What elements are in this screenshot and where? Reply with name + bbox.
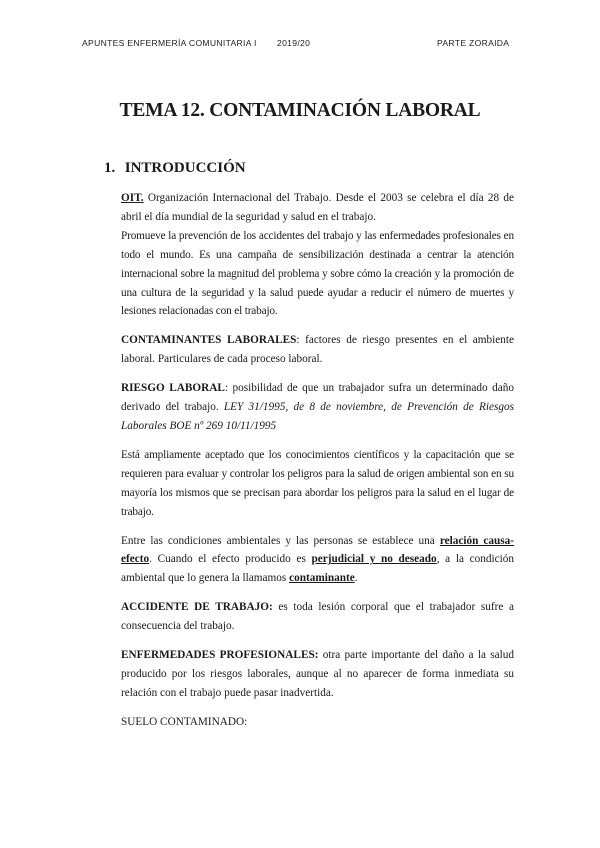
paragraph-accidente <box>121 598 514 636</box>
term-perjudicial: perjudicial y no deseado <box>311 553 437 566</box>
paragraph-condiciones <box>121 532 514 589</box>
paragraph-accidente-text: es toda lesión corporal que el trabajador sufre a consecuencia del trabajo. <box>121 601 514 633</box>
condiciones-part4: . <box>354 572 358 585</box>
term-riesgo: RIESGO LABORAL <box>121 382 225 395</box>
paragraph-promueve: Promueve la prevención de los accidentes del trabajo y las enfermedades profesionales en todo el mundo. Es una campaña de sensibilización destinada a centrar la atención internacional sobre la magnitud del problema y sobre cómo la creación y la promoción de una cultura de la seguridad y la salud puede ayudar a reducir el número de muertes y lesiones relacionadas con el trabajo. <box>121 229 514 318</box>
header-year: 2019/20 <box>277 38 311 48</box>
term-contaminantes: CONTAMINANTES LABORALES <box>121 334 297 347</box>
term-enfermedades: ENFERMEDADES PROFESIONALES: <box>121 649 319 662</box>
condiciones-part3: , a la condición ambiental que lo genera la llamamos <box>121 553 514 585</box>
section-title: INTRODUCCIÓN <box>124 160 246 176</box>
paragraph-contaminantes <box>121 331 514 369</box>
document-body <box>121 189 514 732</box>
law-reference: LEY 31/1995, de 8 de noviembre, de Prevención de Riesgos Laborales BOE nº 269 10/11/1995 <box>121 401 514 432</box>
condiciones-part2: . Cuando el efecto producido es <box>149 553 312 566</box>
paragraph-suelo: SUELO CONTAMINADO: <box>121 715 248 728</box>
document-title: TEMA 12. CONTAMINACIÓN LABORAL <box>119 100 481 121</box>
condiciones-part1: Entre las condiciones ambientales y las personas se establece una <box>121 534 440 547</box>
paragraph-contaminantes-text: : factores de riesgo presentes en el ambiente laboral. Particulares de cada proceso laboral. <box>121 334 514 366</box>
paragraph-riesgo <box>121 379 514 436</box>
term-contaminante: contaminante <box>289 572 355 585</box>
paragraph-enfermedades-text: otra parte importante del daño a la salud producido por los riesgos laborales, aunque al no aparecer de forma inmediata su relación con el trabajo puede pasar inadvertida. <box>121 649 514 699</box>
header-course: APUNTES ENFERMERÍA COMUNITARIA I <box>82 38 257 48</box>
section-number: 1. <box>104 160 116 176</box>
term-relacion-causa-efecto: relación causa-efecto <box>121 534 514 566</box>
paragraph-riesgo-text: : posibilidad de que un trabajador sufra un determinado daño derivado del trabajo. <box>121 382 515 414</box>
paragraph-aceptado: Está ampliamente aceptado que los conocimientos científicos y la capacitación que se requieren para evaluar y controlar los peligros para la salud de origen ambiental son en su mayoría los mismos que se precisan para abordar los peligros para la salud en el lugar de trabajo. <box>121 448 514 518</box>
page-header <box>0 38 600 52</box>
term-accidente: ACCIDENTE DE TRABAJO: <box>121 601 273 614</box>
paragraph-enfermedades <box>121 646 514 703</box>
header-part: PARTE ZORAIDA <box>437 38 510 48</box>
paragraph-oit-text: Organización Internacional del Trabajo. Desde el 2003 se celebra el día 28 de abril el día mundial de la seguridad y salud en el trabajo. <box>121 192 514 223</box>
section-heading <box>104 160 246 177</box>
term-oit: OIT. <box>121 192 144 204</box>
paragraph-oit <box>121 189 514 227</box>
